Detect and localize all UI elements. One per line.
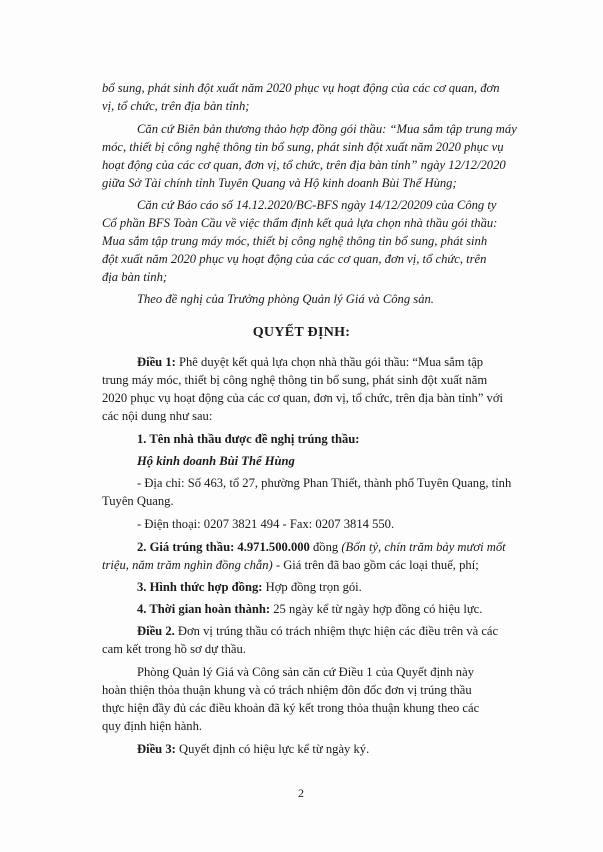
- preamble-p2-line3: hoạt động của các cơ quan, đơn vị, tổ chức, trên địa bàn tỉnh” ngày 12/12/2020: [102, 158, 506, 172]
- preamble-p2-line1: Căn cứ Biên bản thương thảo hợp đồng gói thầu: “Mua sắm tập trung máy: [137, 122, 517, 136]
- price-words-1: (Bốn tỷ, chín trăm bảy mươi mốt: [341, 540, 506, 554]
- preamble-p3-line3: Mua sắm tập trung máy móc, thiết bị công nghệ thông tin bổ sung, phát sinh: [102, 234, 488, 248]
- price-line1: [137, 539, 506, 555]
- article2-line2: cam kết trong hồ sơ dự thầu.: [102, 642, 246, 656]
- article3-label: Điều 3:: [137, 742, 176, 756]
- article1-line3: 2020 phục vụ hoạt động của các cơ quan, đơn vị, tổ chức, trên địa bàn tỉnh” với: [102, 391, 504, 405]
- preamble-p1-line2: vị, tổ chức, trên địa bàn tỉnh;: [102, 99, 250, 113]
- preamble-p3-line2: Cổ phần BFS Toàn Cầu về việc thẩm định kết quả lựa chọn nhà thầu gói thầu:: [102, 216, 498, 230]
- price-unit: đồng: [309, 540, 342, 554]
- article2-line1: [137, 623, 498, 639]
- item1-title: 1. Tên nhà thầu được đề nghị trúng thầu:: [137, 432, 360, 446]
- page-number: 2: [298, 786, 304, 800]
- preamble-p4: Theo đề nghị của Trưởng phòng Quản lý Giá và Công sản.: [137, 292, 434, 306]
- time-label: 4. Thời gian hoàn thành:: [137, 602, 271, 616]
- article3-text: Quyết định có hiệu lực kể từ ngày ký.: [175, 742, 370, 756]
- price-words-2: triệu, năm trăm nghìn đồng chẵn): [102, 558, 273, 572]
- contractor-name: Hộ kinh doanh Bùi Thế Hùng: [137, 454, 295, 468]
- dept-paragraph-line4: quy định hiện hành.: [102, 719, 203, 733]
- article2-label: Điều 2.: [137, 624, 175, 638]
- contractor-phone: - Điện thoại: 0207 3821 494 - Fax: 0207 3814 550.: [137, 517, 395, 531]
- price-note: - Giá trên đã bao gồm các loại thuế, phí;: [272, 558, 479, 572]
- article2-text: Đơn vị trúng thầu có trách nhiệm thực hiện các điều trên và các: [174, 624, 499, 638]
- time-value: 25 ngày kể từ ngày hợp đồng có hiệu lực.: [270, 602, 483, 616]
- contract-label: 3. Hình thức hợp đồng:: [137, 580, 263, 594]
- completion-time: [137, 601, 482, 617]
- decision-heading: QUYẾT ĐỊNH:: [252, 325, 351, 340]
- contractor-address-line2: Tuyên Quang.: [102, 494, 174, 508]
- article1-line1: [137, 354, 483, 370]
- article3-line: [137, 741, 369, 757]
- article1-label: Điều 1:: [137, 355, 176, 369]
- dept-paragraph-line2: hoàn thiện thỏa thuận khung và có trách nhiệm đôn đốc đơn vị trúng thầu: [102, 683, 472, 697]
- preamble-p3-line4: đột xuất năm 2020 phục vụ hoạt động của các cơ quan, đơn vị, tổ chức, trên: [102, 252, 487, 266]
- article1-text: Phê duyệt kết quả lựa chọn nhà thầu gói thầu: “Mua sắm tập: [175, 355, 484, 369]
- contractor-address-line1: - Địa chỉ: Số 463, tổ 27, phường Phan Thiết, thành phố Tuyên Quang, tỉnh: [137, 476, 512, 490]
- preamble-p1-line1: bổ sung, phát sinh đột xuất năm 2020 phục vụ hoạt động của các cơ quan, đơn: [102, 81, 500, 95]
- article1-line4: các nội dung như sau:: [102, 409, 213, 423]
- contract-form: [137, 579, 362, 595]
- dept-paragraph-line3: thực hiện đầy đủ các điều khoản đã ký kết trong thỏa thuận khung theo các: [102, 701, 480, 715]
- price-value: 4.971.500.000: [234, 540, 310, 554]
- preamble-p2-line2: móc, thiết bị công nghệ thông tin bổ sung, phát sinh đột xuất năm 2020 phục vụ: [102, 140, 504, 154]
- price-line2: [102, 557, 479, 573]
- contract-value: Hợp đồng trọn gói.: [262, 580, 362, 594]
- dept-paragraph-line1: Phòng Quản lý Giá và Công sản căn cứ Điều 1 của Quyết định này: [137, 665, 474, 679]
- article1-line2: trung máy móc, thiết bị công nghệ thông tin bổ sung, phát sinh đột xuất năm: [102, 373, 488, 387]
- price-label: 2. Giá trúng thầu:: [137, 540, 235, 554]
- preamble-p3-line1: Căn cứ Báo cáo số 14.12.2020/BC-BFS ngày 14/12/20209 của Công ty: [137, 198, 497, 212]
- preamble-p2-line4: giữa Sở Tài chính tỉnh Tuyên Quang và Hộ kinh doanh Bùi Thế Hùng;: [102, 176, 457, 190]
- preamble-p3-line5: địa bàn tỉnh;: [102, 270, 168, 284]
